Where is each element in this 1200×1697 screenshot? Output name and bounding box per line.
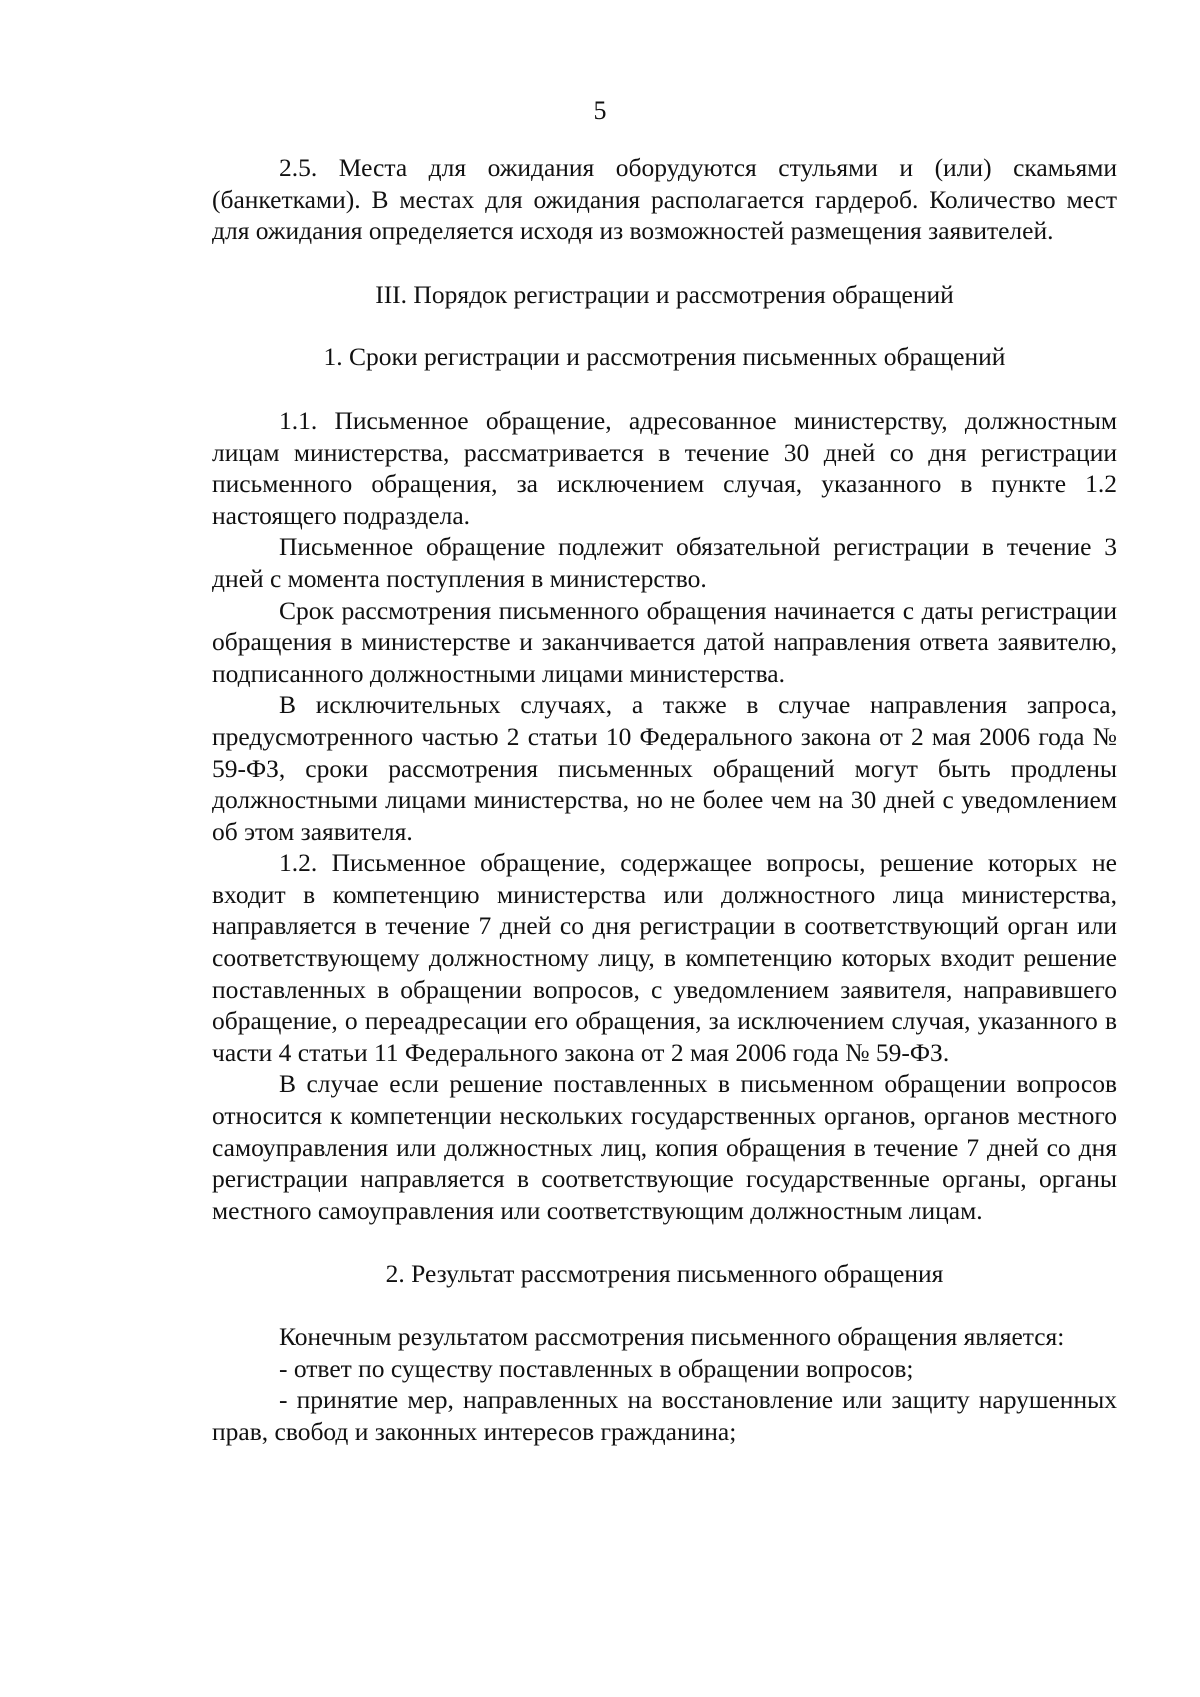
paragraph-2-5: 2.5. Места для ожидания оборудуются стульями и (или) скамьями (банкетками). В местах для ожидания располагается гардероб. Количество мест для ожидания определяется исходя из возможностей размещения заявителей.	[212, 153, 1117, 246]
subsection-2-heading: 2. Результат рассмотрения письменного обращения	[385, 1259, 944, 1289]
subsection-1-heading: 1. Сроки регистрации и рассмотрения письменных обращений	[323, 342, 1006, 372]
paragraph-registration: Письменное обращение подлежит обязательной регистрации в течение 3 дней с момента поступления в министерство.	[212, 532, 1117, 593]
paragraph-result-intro: Конечным результатом рассмотрения письменного обращения является:	[279, 1322, 1065, 1351]
list-item-measures: - принятие мер, направленных на восстановление или защиту нарушенных прав, свобод и законных интересов гражданина;	[212, 1385, 1117, 1446]
paragraph-exceptional-cases: В исключительных случаях, а также в случае направления запроса, предусмотренного частью 2 статьи 10 Федерального закона от 2 мая 2006 года № 59-ФЗ, сроки рассмотрения письменных обращений могут быть продлены должностными лицами министерства, но не более чем на 30 дней с уведомлением об этом заявителя.	[212, 690, 1117, 846]
document-body	[212, 152, 1117, 1447]
list-item-answer: - ответ по существу поставленных в обращении вопросов;	[279, 1353, 914, 1383]
paragraph-multiple-bodies: В случае если решение поставленных в письменном обращении вопросов относится к компетенции нескольких государственных органов, органов местного самоуправления или должностных лиц, копия обращения в течение 7 дней со дня регистрации направляется в соответствующие государственные органы, органы местного самоуправления или соответствующим должностным лицам.	[212, 1069, 1117, 1225]
section-heading: III. Порядок регистрации и рассмотрения обращений	[375, 279, 954, 309]
paragraph-1-2: 1.2. Письменное обращение, содержащее вопросы, решение которых не входит в компетенцию министерства или должностного лица министерства, направляется в течение 7 дней со дня регистрации в соответствующий орган или соответствующему должностному лицу, в компетенцию которых входит решение поставленных в обращении вопросов, с уведомлением заявителя, направившего обращение, о переадресации его обращения, за исключением случая, указанного в части 4 статьи 11 Федерального закона от 2 мая 2006 года № 59-ФЗ.	[212, 848, 1117, 1067]
page-number: 5	[593, 96, 607, 125]
paragraph-1-1: 1.1. Письменное обращение, адресованное министерству, должностным лицам министерства, рассматривается в течение 30 дней со дня регистрации письменного обращения, за исключением случая, указанного в пункте 1.2 настоящего подраздела.	[212, 405, 1117, 530]
paragraph-term-start: Срок рассмотрения письменного обращения начинается с даты регистрации обращения в министерстве и заканчивается датой направления ответа заявителю, подписанного должностными лицами министерства.	[212, 595, 1117, 688]
